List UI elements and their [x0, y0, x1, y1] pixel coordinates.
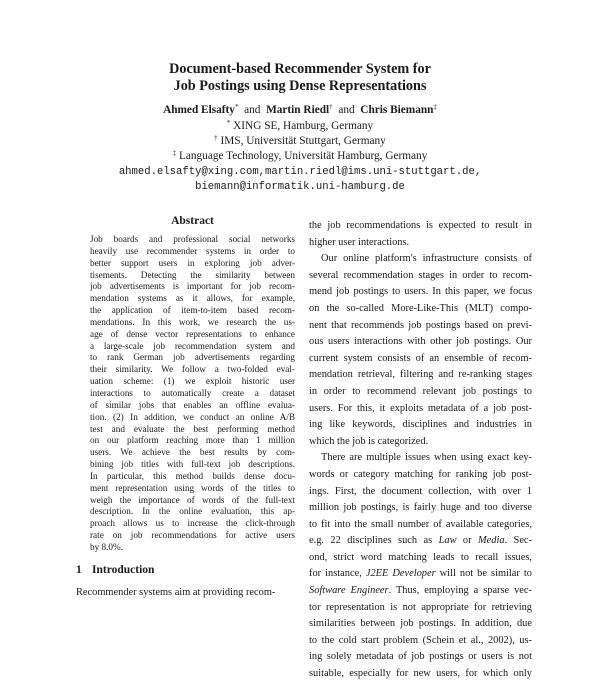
- abstract-heading: Abstract: [171, 215, 214, 227]
- abstract-line: mendation systems as it allows, for example,: [90, 293, 295, 304]
- abstract-line: on our platform reaching more than 1 million: [90, 435, 295, 446]
- paragraph-line: mend job postings to users. In this paper, we focus: [309, 286, 532, 298]
- paragraph-line: current system consists of an ensemble of recom-: [309, 352, 532, 364]
- abstract-line: their similarity. We follow a two-folded eval-: [90, 364, 295, 375]
- paragraph-line: [309, 583, 532, 600]
- abstract-line: weigh the importance of words of the full-text: [90, 494, 295, 505]
- right-column: [309, 218, 532, 683]
- affiliation-2: [0, 135, 600, 148]
- italic-term: J2EE Developer: [365, 568, 436, 580]
- paragraph-line: ing like keywords, disciplines and industries in: [309, 419, 532, 431]
- paragraph-line: There are multiple issues when using exact key-: [321, 452, 532, 464]
- abstract-line: Job boards and professional social networks: [90, 234, 295, 244]
- paragraph-line: to the cold start problem (Schein et al., 2002), us-: [309, 634, 532, 646]
- email-line-1: ahmed.elsafty@xing.com,martin.riedl@ims.uni-stuttgart.de,: [118, 166, 482, 178]
- section-number: 1: [76, 564, 82, 576]
- section-heading-introduction: [76, 564, 154, 576]
- abstract-line: bining job titles with full-text job descriptions.: [90, 459, 295, 470]
- author-2-mark: †: [329, 103, 333, 111]
- author-1-mark: *: [234, 103, 239, 111]
- affiliation-1: [0, 120, 600, 133]
- author-list: [0, 104, 600, 117]
- paragraph-line: several recommendation stages in order to recom-: [309, 269, 532, 281]
- paragraph-line: words or category matching for ranking job post-: [309, 468, 532, 480]
- author-conjunction-2: and: [338, 104, 355, 116]
- abstract-line: job advertisements is important for job recom-: [90, 281, 295, 292]
- author-2: Martin Riedl: [266, 104, 330, 116]
- abstract-body: [90, 234, 295, 554]
- paragraph-line: million job postings, is fairly huge and too diverse: [309, 502, 532, 514]
- abstract-line: mendations. In this work, we research the us-: [90, 316, 295, 327]
- paragraph-line: which the job is categorized.: [309, 435, 429, 447]
- affiliation-1-mark: *: [226, 119, 231, 127]
- text-fragment: e.g. 22 disciplines such as: [309, 535, 439, 547]
- abstract-line: tion. (2) In addition, we conduct an online A/B: [90, 411, 295, 422]
- paragraph-line: the job recommendations is expected to result in: [309, 220, 532, 231]
- affiliation-3-mark: ‡: [172, 149, 177, 157]
- abstract-line: better support users in exploring job adver-: [90, 257, 295, 268]
- email-line-2: biemann@informatik.uni-hamburg.de: [195, 181, 405, 193]
- affiliation-3: [0, 150, 600, 163]
- abstract-line: rate on job recommendations for active users: [90, 530, 295, 541]
- affiliation-1-text: XING SE, Hamburg, Germany: [233, 120, 374, 132]
- abstract-line: ment representation using words of the titles to: [90, 482, 295, 493]
- paragraph-line: [309, 533, 532, 550]
- text-fragment: . Sec-: [504, 535, 532, 547]
- text-fragment: or: [456, 535, 478, 547]
- affiliation-2-text: IMS, Universität Stuttgart, Germany: [220, 135, 386, 147]
- author-1: Ahmed Elsafty: [163, 104, 235, 116]
- abstract-line: the application of item-to-item based recom-: [90, 305, 295, 316]
- section-title: Introduction: [92, 564, 155, 576]
- paragraph-line: mendation retrieval, filtering and re-ranking stages: [309, 369, 532, 381]
- abstract-line: tisements. Detecting the similarity between: [90, 269, 295, 280]
- paragraph-line: ond, strict word matching leads to recall issues,: [309, 551, 532, 563]
- italic-term: Software Engineer: [309, 585, 389, 597]
- italic-term: Law: [438, 535, 457, 547]
- abstract-line: of similar jobs that enables an offline evalua-: [90, 399, 295, 410]
- author-3: Chris Biemann: [360, 104, 434, 116]
- abstract-line: proach allows us to increase the click-through: [90, 518, 295, 529]
- paragraph-line: Our online platform's infrastructure consists of: [321, 253, 532, 265]
- abstract-line: In particular, this method builds dense docu-: [90, 470, 295, 481]
- paragraph-line: ings. First, the document collection, with over 1: [309, 485, 532, 497]
- paragraph-line: similarities between job postings. In addition, due: [309, 618, 532, 630]
- title-line-1: Document-based Recommender System for: [169, 61, 431, 77]
- paragraph-line: in order to recommend relevant job postings to: [309, 385, 532, 397]
- abstract-line: test and evaluate the best performing method: [90, 423, 295, 434]
- paragraph-line: tor representation is not appropriate for retrieving: [309, 601, 532, 613]
- introduction-first-line: Recommender systems aim at providing recom-: [76, 587, 276, 598]
- abstract-line: to rank German job advertisements regarding: [90, 352, 295, 363]
- text-fragment: . Thus, employing a sparse vec-: [388, 585, 532, 597]
- abstract-line: a large-scale job recommendation system and: [90, 340, 295, 351]
- italic-term: Media: [477, 535, 505, 547]
- paragraph-line: on the so-called More-Like-This (MLT) compo-: [309, 302, 532, 314]
- abstract-line: age of dense vector representations to enhance: [90, 328, 295, 339]
- paragraph-line: to fit into the small number of available categories,: [309, 518, 532, 530]
- paragraph-line: higher user interactions.: [309, 236, 410, 248]
- author-3-mark: ‡: [433, 103, 437, 111]
- paragraph-line: [309, 566, 532, 583]
- abstract-line: users. We achieve the best results by com-: [90, 447, 295, 458]
- abstract-line: uation scheme: (1) we exploit historic user: [90, 376, 295, 387]
- abstract-line: description. In the online evaluation, this ap-: [90, 506, 295, 517]
- abstract-line: by 8.0%.: [90, 541, 123, 552]
- text-fragment: will not be similar to: [435, 568, 532, 580]
- paragraph-line: ing solely metadata of job postings or users is not: [309, 651, 532, 663]
- paragraph-line: ous users interactions with other job postings. Our: [309, 336, 532, 348]
- paragraph-line: suitable, especially for new users, for which only: [309, 668, 532, 680]
- affiliation-3-text: Language Technology, Universität Hamburg, Germany: [178, 150, 428, 162]
- text-fragment: for instance,: [309, 568, 366, 580]
- affiliation-2-mark: †: [214, 134, 218, 142]
- paper-title: [0, 61, 600, 95]
- author-conjunction-1: and: [244, 104, 261, 116]
- abstract-line: heavily use recommender systems in order to: [90, 245, 295, 256]
- abstract-line: interactions to automatically create a dataset: [90, 387, 295, 398]
- paragraph-line: nent that recommends job postings based on previ-: [309, 319, 532, 331]
- paragraph-line: users. For this, it exploits metadata of a job post-: [309, 402, 532, 414]
- title-line-2: Job Postings using Dense Representations: [173, 78, 427, 94]
